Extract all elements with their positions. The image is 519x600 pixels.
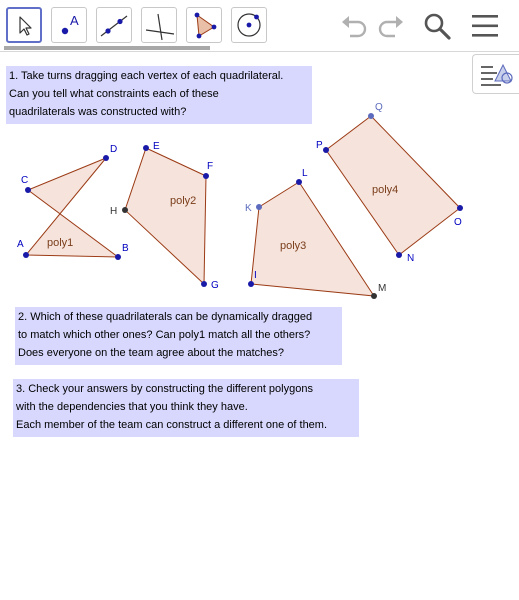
point-E[interactable] [143, 145, 149, 151]
algebra-view-toggle[interactable] [472, 54, 519, 94]
point-H[interactable] [122, 207, 128, 213]
menu-icon[interactable] [469, 10, 501, 42]
text-line: Each member of the team can construct a different one of them. [16, 419, 328, 431]
point-M[interactable] [371, 293, 377, 299]
instruction-step-2 [15, 307, 342, 365]
point-tool-label: A [70, 13, 79, 28]
point-D[interactable] [103, 155, 109, 161]
text-line: Does everyone on the team agree about the matches? [18, 347, 285, 359]
polygon-poly3[interactable] [251, 182, 374, 296]
point-C[interactable] [25, 187, 31, 193]
point-label-O: O [454, 217, 462, 228]
point-N[interactable] [396, 252, 402, 258]
point-label-G: G [211, 280, 219, 291]
point-label-C: C [21, 175, 29, 186]
toolbar [0, 0, 519, 52]
point-A[interactable] [23, 252, 29, 258]
undo-icon[interactable] [338, 10, 370, 42]
polygon-tool[interactable] [186, 7, 222, 43]
text-line: Can you tell what constraints each of these [9, 88, 219, 100]
polygon-icon [187, 8, 221, 42]
point-label-E: E [153, 141, 160, 152]
point-K[interactable] [256, 204, 262, 210]
point-label-H: H [110, 206, 118, 217]
point-label-D: D [110, 144, 118, 155]
perpendicular-line-tool[interactable] [141, 7, 177, 43]
point-G[interactable] [201, 281, 207, 287]
point-F[interactable] [203, 173, 209, 179]
point-label-P: P [316, 140, 323, 151]
point-label-N: N [407, 253, 415, 264]
polygon-label-poly2: poly2 [170, 195, 197, 207]
point-label-Q: Q [375, 102, 383, 113]
algebra-view-icon [473, 55, 517, 93]
instruction-step-1 [6, 66, 312, 124]
toolbar-scroll-indicator [4, 46, 210, 50]
point-B[interactable] [115, 254, 121, 260]
perpendicular-line-icon [142, 8, 176, 42]
polygon-label-poly4: poly4 [372, 184, 399, 196]
polygon-label-poly3: poly3 [280, 240, 307, 252]
circle-tool[interactable] [231, 7, 267, 43]
point-icon [52, 8, 86, 42]
circle-icon [232, 8, 266, 42]
point-label-I: I [254, 270, 257, 281]
text-line: quadrilaterals was constructed with? [9, 106, 187, 118]
point-I[interactable] [248, 281, 254, 287]
polygon-poly2[interactable] [125, 148, 206, 284]
text-line: 3. Check your answers by constructing the different polygons [16, 383, 313, 395]
point-O[interactable] [457, 205, 463, 211]
redo-icon[interactable] [375, 10, 407, 42]
text-line: 2. Which of these quadrilaterals can be dynamically dragged [18, 311, 313, 323]
point-label-B: B [122, 243, 129, 254]
point-P[interactable] [323, 147, 329, 153]
point-Q[interactable] [368, 113, 374, 119]
search-icon[interactable] [421, 10, 453, 42]
instruction-step-3 [13, 379, 359, 437]
cursor-arrow-icon [8, 9, 40, 41]
line-tool[interactable] [96, 7, 132, 43]
point-label-L: L [302, 168, 308, 179]
point-label-K: K [245, 203, 252, 214]
polygon-label-poly1: poly1 [47, 237, 74, 249]
point-label-M: M [378, 283, 387, 294]
move-tool[interactable] [6, 7, 42, 43]
text-line: with the dependencies that you think they have. [16, 401, 248, 413]
text-line: to match which other ones? Can poly1 match all the others? [18, 329, 311, 341]
point-L[interactable] [296, 179, 302, 185]
point-tool[interactable] [51, 7, 87, 43]
line-icon [97, 8, 131, 42]
point-label-A: A [17, 239, 24, 250]
point-label-F: F [207, 161, 214, 172]
text-line: 1. Take turns dragging each vertex of each quadrilateral. [9, 70, 284, 82]
